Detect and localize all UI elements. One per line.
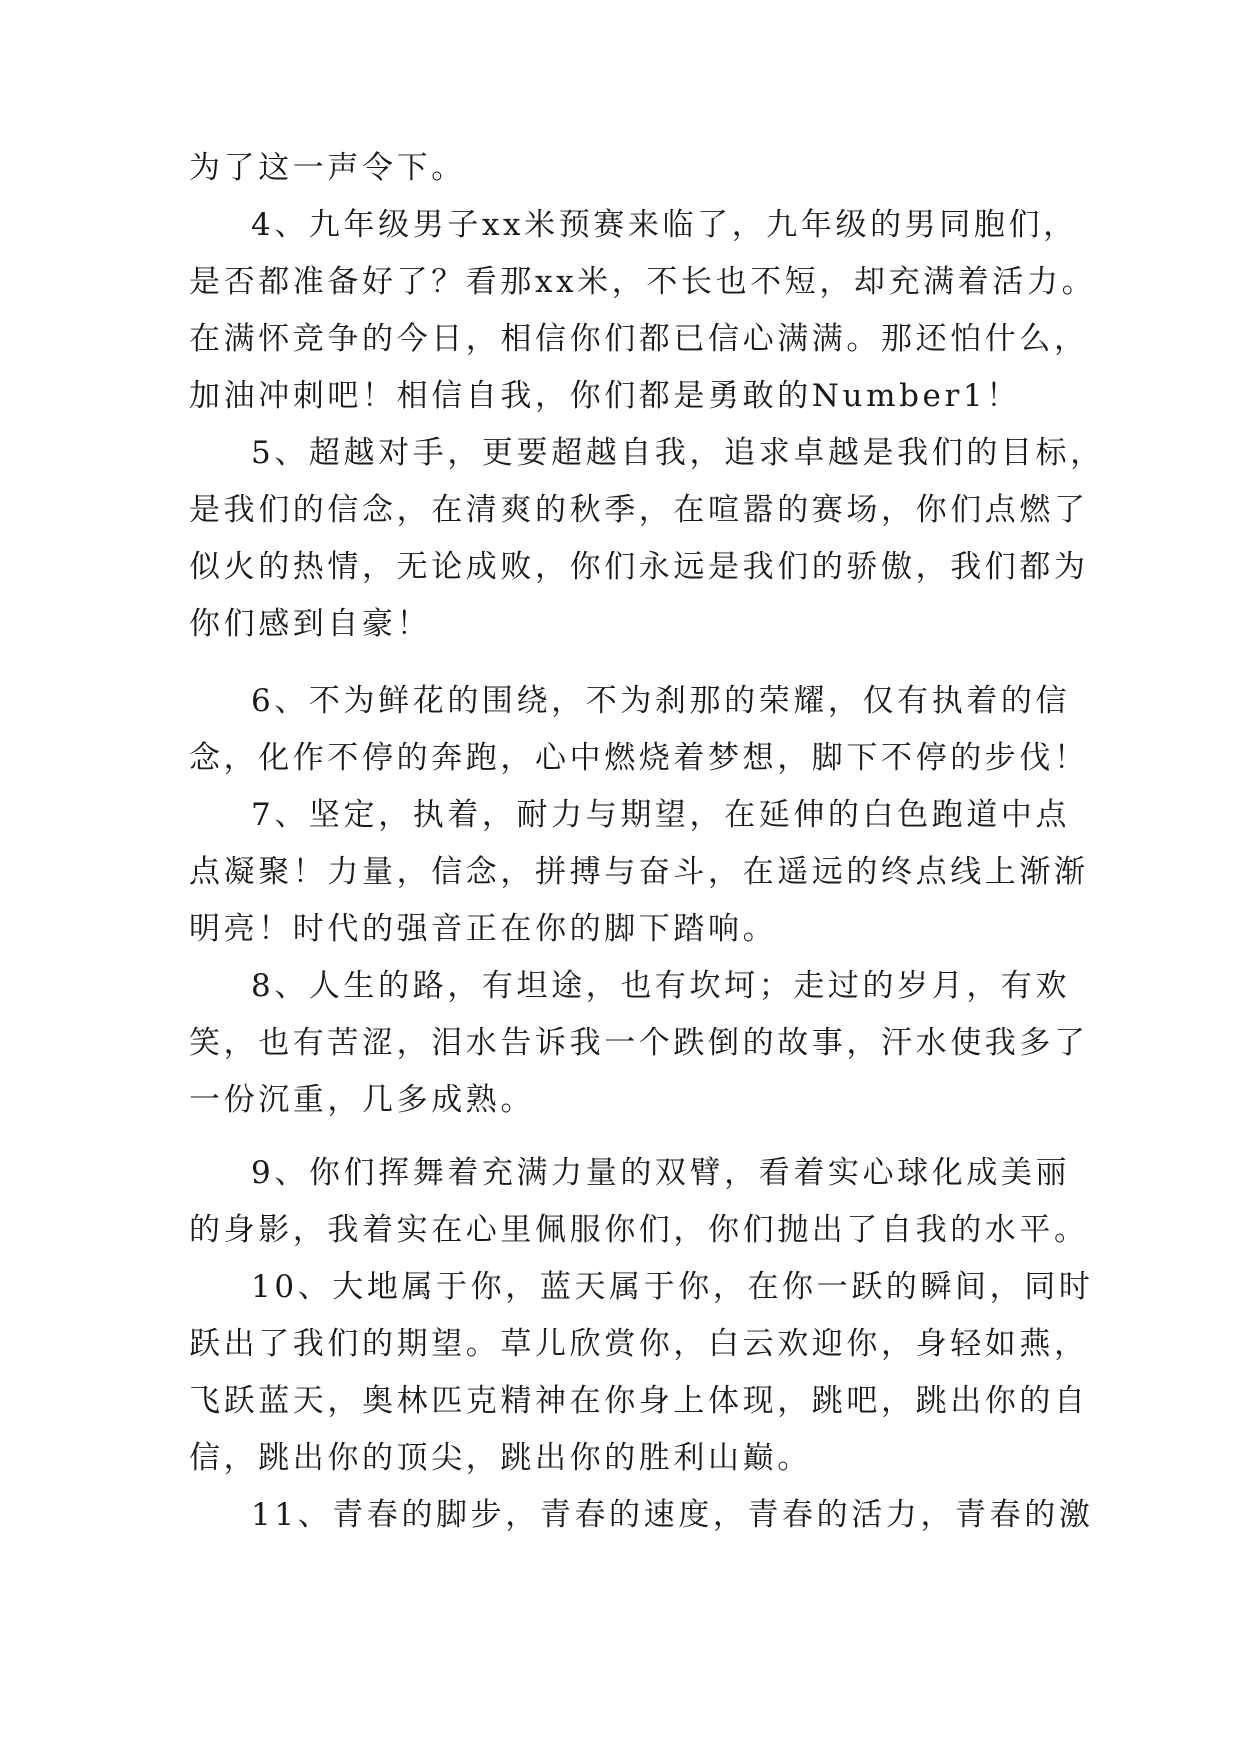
text-line: 4、九年级男子xx米预赛来临了，九年级的男同胞们， [251, 207, 1078, 243]
text-line: 5、超越对手，更要超越自我，追求卓越是我们的目标， [251, 435, 1105, 471]
text-line: 信，跳出你的顶尖，跳出你的胜利山巅。 [189, 1440, 812, 1476]
text-line: 点凝聚！力量，信念，拼搏与奋斗，在遥远的终点线上渐渐 [189, 854, 1089, 890]
text-line: 跃出了我们的期望。草儿欣赏你，白云欢迎你，身轻如燕， [189, 1326, 1089, 1362]
text-line: 6、不为鲜花的围绕，不为刹那的荣耀，仅有执着的信 [251, 683, 1071, 719]
text-line: 飞跃蓝天，奥林匹克精神在你身上体现，跳吧，跳出你的自 [189, 1383, 1089, 1419]
text-line: 8、人生的路，有坦途，也有坎坷；走过的岁月，有欢 [251, 968, 1071, 1004]
text-line: 在满怀竞争的今日，相信你们都已信心满满。那还怕什么， [189, 321, 1089, 357]
text-line: 9、你们挥舞着充满力量的双臂，看着实心球化成美丽 [251, 1155, 1071, 1191]
text-line: 的身影，我着实在心里佩服你们，你们抛出了自我的水平。 [189, 1212, 1089, 1248]
text-line: 7、坚定，执着，耐力与期望，在延伸的白色跑道中点 [251, 797, 1071, 833]
text-line: 一份沉重，几多成熟。 [189, 1082, 535, 1118]
text-line: 明亮！时代的强音正在你的脚下踏响。 [189, 911, 778, 947]
text-line: 为了这一声令下。 [189, 150, 466, 186]
text-line: 是否都准备好了？看那xx米，不长也不短，却充满着活力。 [189, 264, 1097, 300]
text-line: 似火的热情，无论成败，你们永远是我们的骄傲，我们都为 [189, 549, 1089, 585]
text-line: 加油冲刺吧！相信自我，你们都是勇敢的Number1！ [189, 378, 1021, 414]
text-line: 念，化作不停的奔跑，心中燃烧着梦想，脚下不停的步伐！ [189, 740, 1089, 776]
text-line: 11、青春的脚步，青春的速度，青春的活力，青春的激 [251, 1497, 1094, 1533]
text-line: 是我们的信念，在清爽的秋季，在喧嚣的赛场，你们点燃了 [189, 492, 1089, 528]
text-line: 你们感到自豪！ [189, 606, 432, 642]
text-line: 10、大地属于你，蓝天属于你，在你一跃的瞬间，同时 [251, 1269, 1094, 1305]
text-line: 笑，也有苦涩，泪水告诉我一个跌倒的故事，汗水使我多了 [189, 1025, 1089, 1061]
